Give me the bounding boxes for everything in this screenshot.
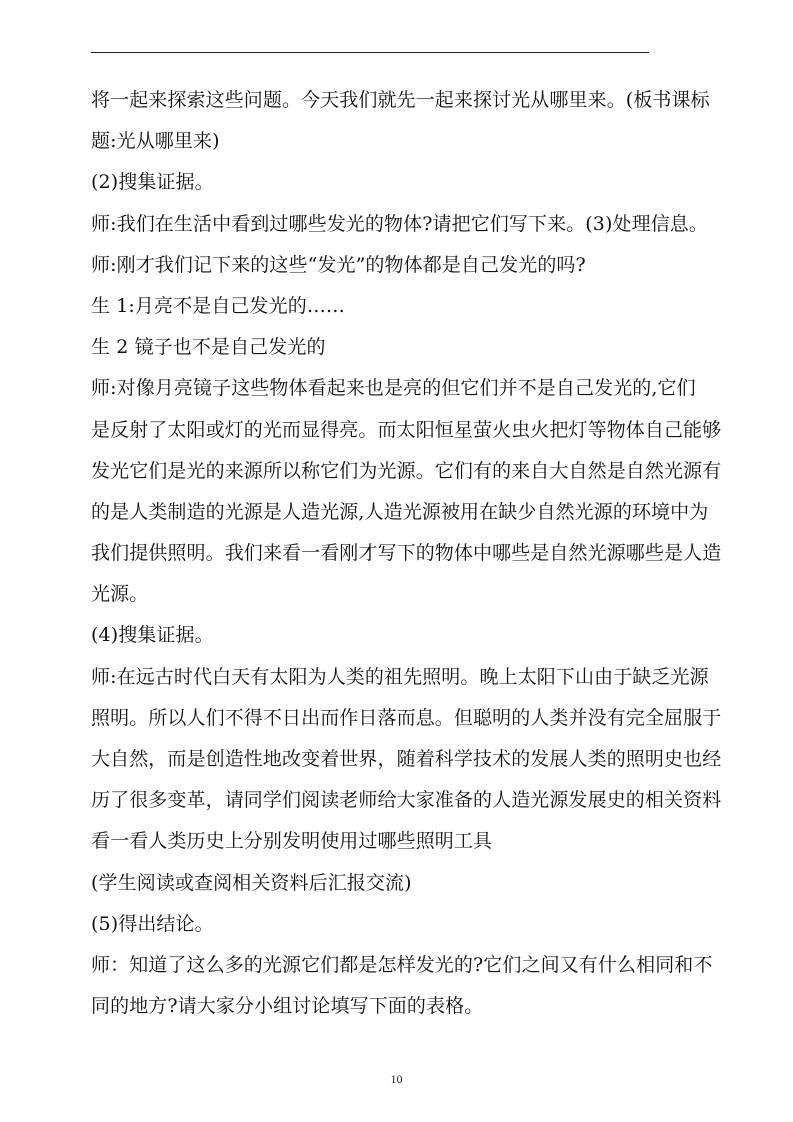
text-line: 题:光从哪里来) [91,130,220,153]
text-line: 师:我们在生活中看到过哪些发光的物体?请把它们写下来。(3)处理信息。 [91,212,709,235]
text-line: (2)搜集证据。 [91,171,214,194]
text-line: 看一看人类历史上分别发明使用过哪些照明工具 [91,830,493,853]
text-line: 同的地方?请大家分小组讨论填写下面的表格。 [91,995,484,1018]
text-line: 是反射了太阳或灯的光而显得亮。而太阳恒星萤火虫火把灯等物体自己能够 [91,418,722,441]
text-line: 历了很多变革，请同学们阅读老师给大家准备的人造光源发展史的相关资料 [91,789,722,812]
text-line: 发光它们是光的来源所以称它们为光源。它们有的来自大自然是自然光源有 [91,459,722,482]
text-line: 光源。 [91,583,149,606]
text-line: 我们提供照明。我们来看一看刚才写下的物体中哪些是自然光源哪些是人造 [91,542,722,565]
document-body [91,80,722,1027]
text-line: 大自然，而是创造性地改变着世界，随着科学技术的发展人类的照明史也经 [91,748,722,770]
text-line: 将一起来探索这些问题。今天我们就先一起来探讨光从哪里来。(板书课标 [91,89,710,111]
header-rule [91,52,649,53]
text-line: 的是人类制造的光源是人造光源,人造光源被用在缺少自然光源的环境中为 [91,500,709,523]
text-line: 师:在远古时代白天有太阳为人类的祖先照明。晚上太阳下山由于缺乏光源 [91,665,709,688]
text-line: (学生阅读或查阅相关资料后汇报交流) [91,871,412,894]
text-line: 师:对像月亮镜子这些物体看起来也是亮的但它们并不是自己发光的,它们 [91,377,696,400]
text-line: 照明。所以人们不得不日出而作日落而息。但聪明的人类并没有完全屈服于 [91,706,722,729]
text-line: (4)搜集证据。 [91,624,214,647]
text-line: (5)得出结论。 [91,912,214,935]
text-line: 师：知道了这么多的光源它们都是怎样发光的?它们之间又有什么相同和不 [91,953,713,976]
text-line: 生 1:月亮不是自己发光的…… [91,294,346,317]
text-line: 生 2 镜子也不是自己发光的 [91,336,326,359]
text-line: 师:刚才我们记下来的这些“发光”的物体都是自己发光的吗? [91,253,586,276]
page-number: 10 [390,1072,403,1086]
